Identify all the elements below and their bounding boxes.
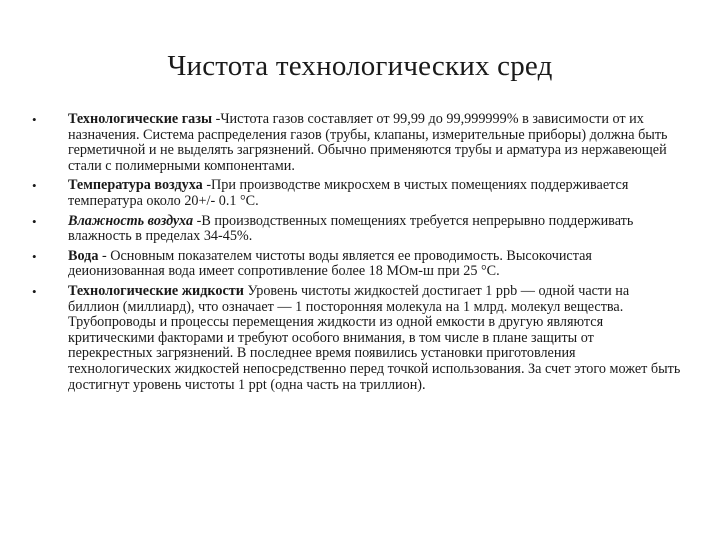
list-item-water xyxy=(22,249,682,280)
bullet-icon: • xyxy=(32,112,37,127)
item-term: Температура воздуха xyxy=(68,177,203,194)
list-item-air-temperature xyxy=(22,178,682,209)
item-term: Вода xyxy=(68,247,99,264)
bullet-list xyxy=(22,112,682,397)
item-text: - Основным показателем чистоты воды является ее проводимость. Высокочистая деионизованная вода имеет сопротивление более 18 МОм-ш при 25 °С. xyxy=(68,247,592,280)
bullet-icon: • xyxy=(32,283,37,299)
list-item-process-liquids xyxy=(22,284,682,393)
item-term: Влажность воздуха xyxy=(68,212,194,229)
item-text: -Чистота газов составляет от 99,99 до 99,999999% в зависимости от их назначения. Система распределения газов (трубы, клапаны, измерительные приборы) должна быть герметичной и не выделять загрязнений. Обычно применяются трубы и арматура из нержавеющей стали с полимерными компонентами. xyxy=(68,111,668,174)
item-text: Уровень чистоты жидкостей достигает 1 ppb — одной части на биллион (миллиард), что означает — 1 посторонняя молекула на 1 млрд. молекул вещества. Трубопроводы и процессы перемещения жидкости из одной емкости в другую являются критическими факторами и требуют особого внимания, в том числе в плане защиты от перекрестных загрязнений. В последнее время появились установки приготовления технологических жидкостей непосредственно перед точкой использования. За счет этого может быть достигнут уровень чистоты 1 ppt (одна часть на триллион). xyxy=(68,282,681,393)
bullet-icon: • xyxy=(32,248,37,264)
item-term: Технологические газы xyxy=(68,111,213,127)
list-item-process-gases xyxy=(22,112,682,174)
bullet-icon: • xyxy=(32,178,37,194)
slide-title: Чистота технологических сред xyxy=(167,50,553,82)
item-text: -При производстве микросхем в чистых помещениях поддерживается температура около 20+/- 0.1 °С. xyxy=(68,177,629,209)
bullet-icon: • xyxy=(32,213,37,229)
item-text: -В производственных помещениях требуется непрерывно поддерживать влажность в пределах 34-45%. xyxy=(68,212,634,245)
list-item-air-humidity xyxy=(22,214,682,245)
item-term: Технологические жидкости xyxy=(68,282,244,299)
